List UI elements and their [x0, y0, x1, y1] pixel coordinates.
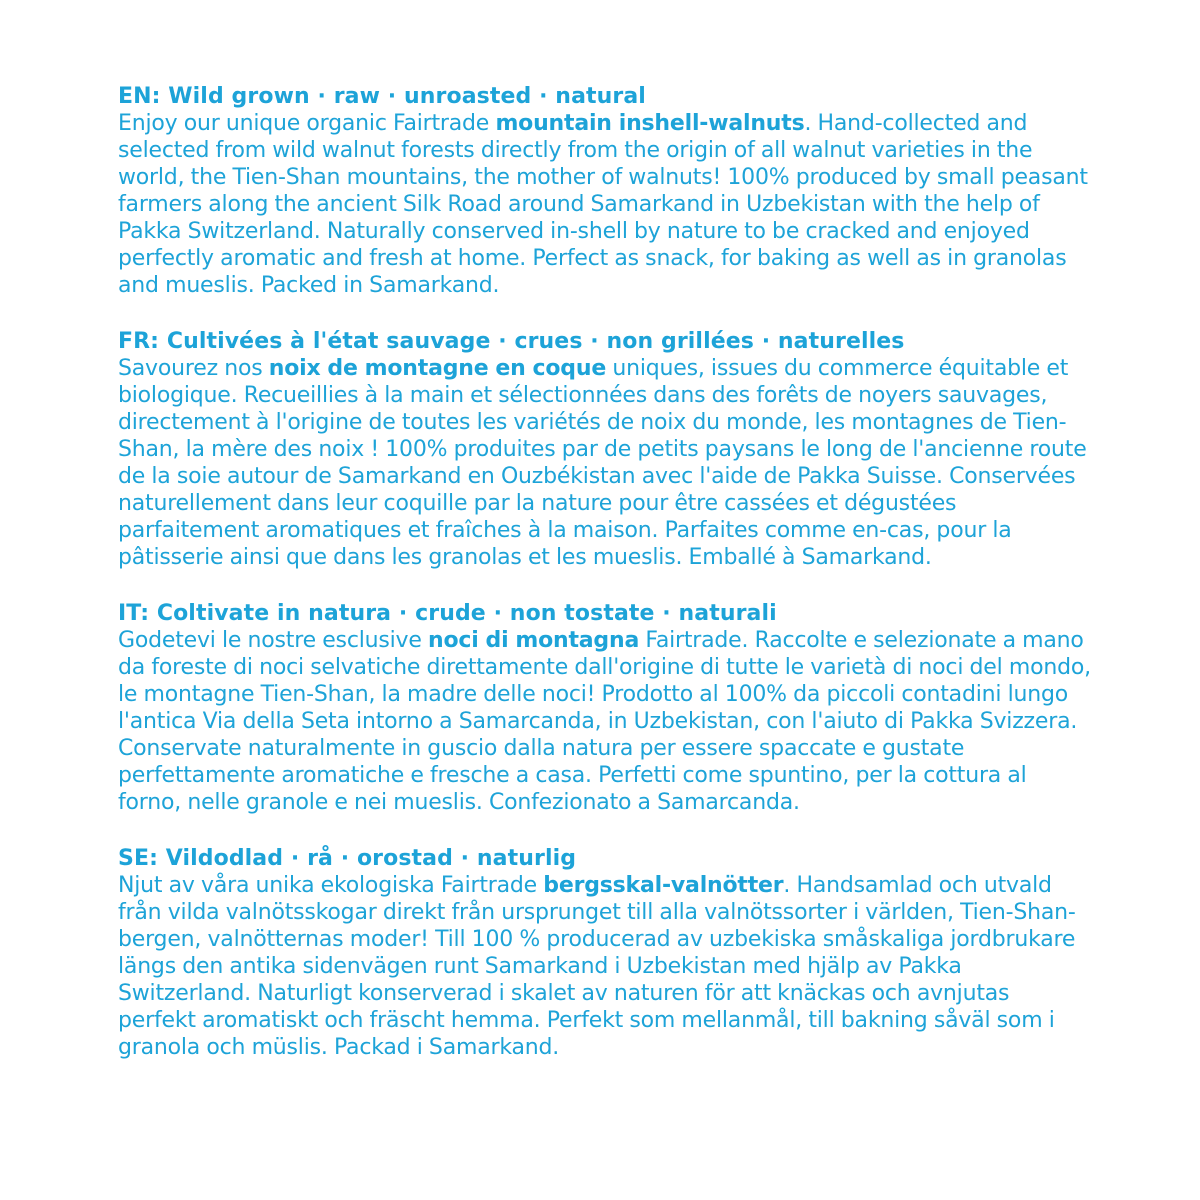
section-se	[118, 845, 1093, 1061]
body-text-rest: uniques, issues du commerce équitable et biologique. Recueillies à la main et sélectionnées dans des forêts de noyers sauvages, directement à l'origine de toutes les variétés de noix du monde, les montagnes de Tien-Shan, la mère des noix ! 100% produites par de petits paysans le long de l'ancienne route de la soie autour de Samarkand en Ouzbékistan avec l'aide de Pakka Suisse. Conservées naturellement dans leur coquille par la nature pour être cassées et dégustées parfaitement aromatiques et fraîches à la maison. Parfaites comme en-cas, pour la pâtisserie ainsi que dans les granolas et les mueslis. Emballé à Samarkand.	[118, 356, 1087, 570]
product-description	[118, 83, 1093, 1090]
section-en	[118, 83, 1093, 299]
section-it	[118, 600, 1093, 816]
section-body-en	[118, 110, 1093, 299]
product-name-highlight: noix de montagne en coque	[268, 356, 607, 381]
product-name-highlight: noci di montagna	[428, 628, 640, 653]
body-text-start: Savourez nos	[118, 356, 269, 381]
section-heading-it: IT: Coltivate in natura · crude · non tostate · naturali	[118, 601, 777, 626]
body-text-start: Godetevi le nostre esclusive	[118, 628, 428, 653]
body-text-rest: . Hand-collected and selected from wild walnut forests directly from the origin of all walnut varieties in the world, the Tien-Shan mountains, the mother of walnuts! 100% produced by small peasant farmers along the ancient Silk Road around Samarkand in Uzbekistan with the help of Pakka Switzerland. Naturally conserved in-shell by nature to be cracked and enjoyed perfectly aromatic and fresh at home. Perfect as snack, for baking as well as in granolas and mueslis. Packed in Samarkand.	[118, 111, 1088, 298]
section-body-it	[118, 627, 1093, 816]
product-name-highlight: bergsskal-valnötter	[543, 873, 784, 898]
section-body-fr	[118, 355, 1093, 571]
body-text-start: Enjoy our unique organic Fairtrade	[118, 111, 496, 136]
section-heading-fr: FR: Cultivées à l'état sauvage · crues · non grillées · naturelles	[118, 329, 905, 354]
product-name-highlight: mountain inshell-walnuts	[495, 111, 805, 136]
section-fr	[118, 328, 1093, 571]
body-text-rest: . Handsamlad och utvald från vilda valnötsskogar direkt från ursprunget till alla valnötssorter i världen, Tien-Shan-bergen, valnötternas moder! Till 100 % producerad av uzbekiska småskaliga jordbrukare längs den antika sidenvägen runt Samarkand i Uzbekistan med hjälp av Pakka Switzerland. Naturligt konserverad i skalet av naturen för att knäckas och avnjutas perfekt aromatiskt och fräscht hemma. Perfekt som mellanmål, till bakning såväl som i granola och müslis. Packad i Samarkand.	[118, 873, 1076, 1060]
section-body-se	[118, 872, 1093, 1061]
section-heading-en: EN: Wild grown · raw · unroasted · natural	[118, 84, 646, 109]
section-heading-se: SE: Vildodlad · rå · orostad · naturlig	[118, 846, 577, 871]
body-text-start: Njut av våra unika ekologiska Fairtrade	[118, 873, 544, 898]
body-text-rest: Fairtrade. Raccolte e selezionate a mano da foreste di noci selvatiche direttamente dall'origine di tutte le varietà di noci del mondo, le montagne Tien-Shan, la madre delle noci! Prodotto al 100% da piccoli contadini lungo l'antica Via della Seta intorno a Samarcanda, in Uzbekistan, con l'aiuto di Pakka Svizzera. Conservate naturalmente in guscio dalla natura per essere spaccate e gustate perfettamente aromatiche e fresche a casa. Perfetti come spuntino, per la cottura al forno, nelle granole e nei mueslis. Confezionato a Samarcanda.	[118, 628, 1091, 815]
